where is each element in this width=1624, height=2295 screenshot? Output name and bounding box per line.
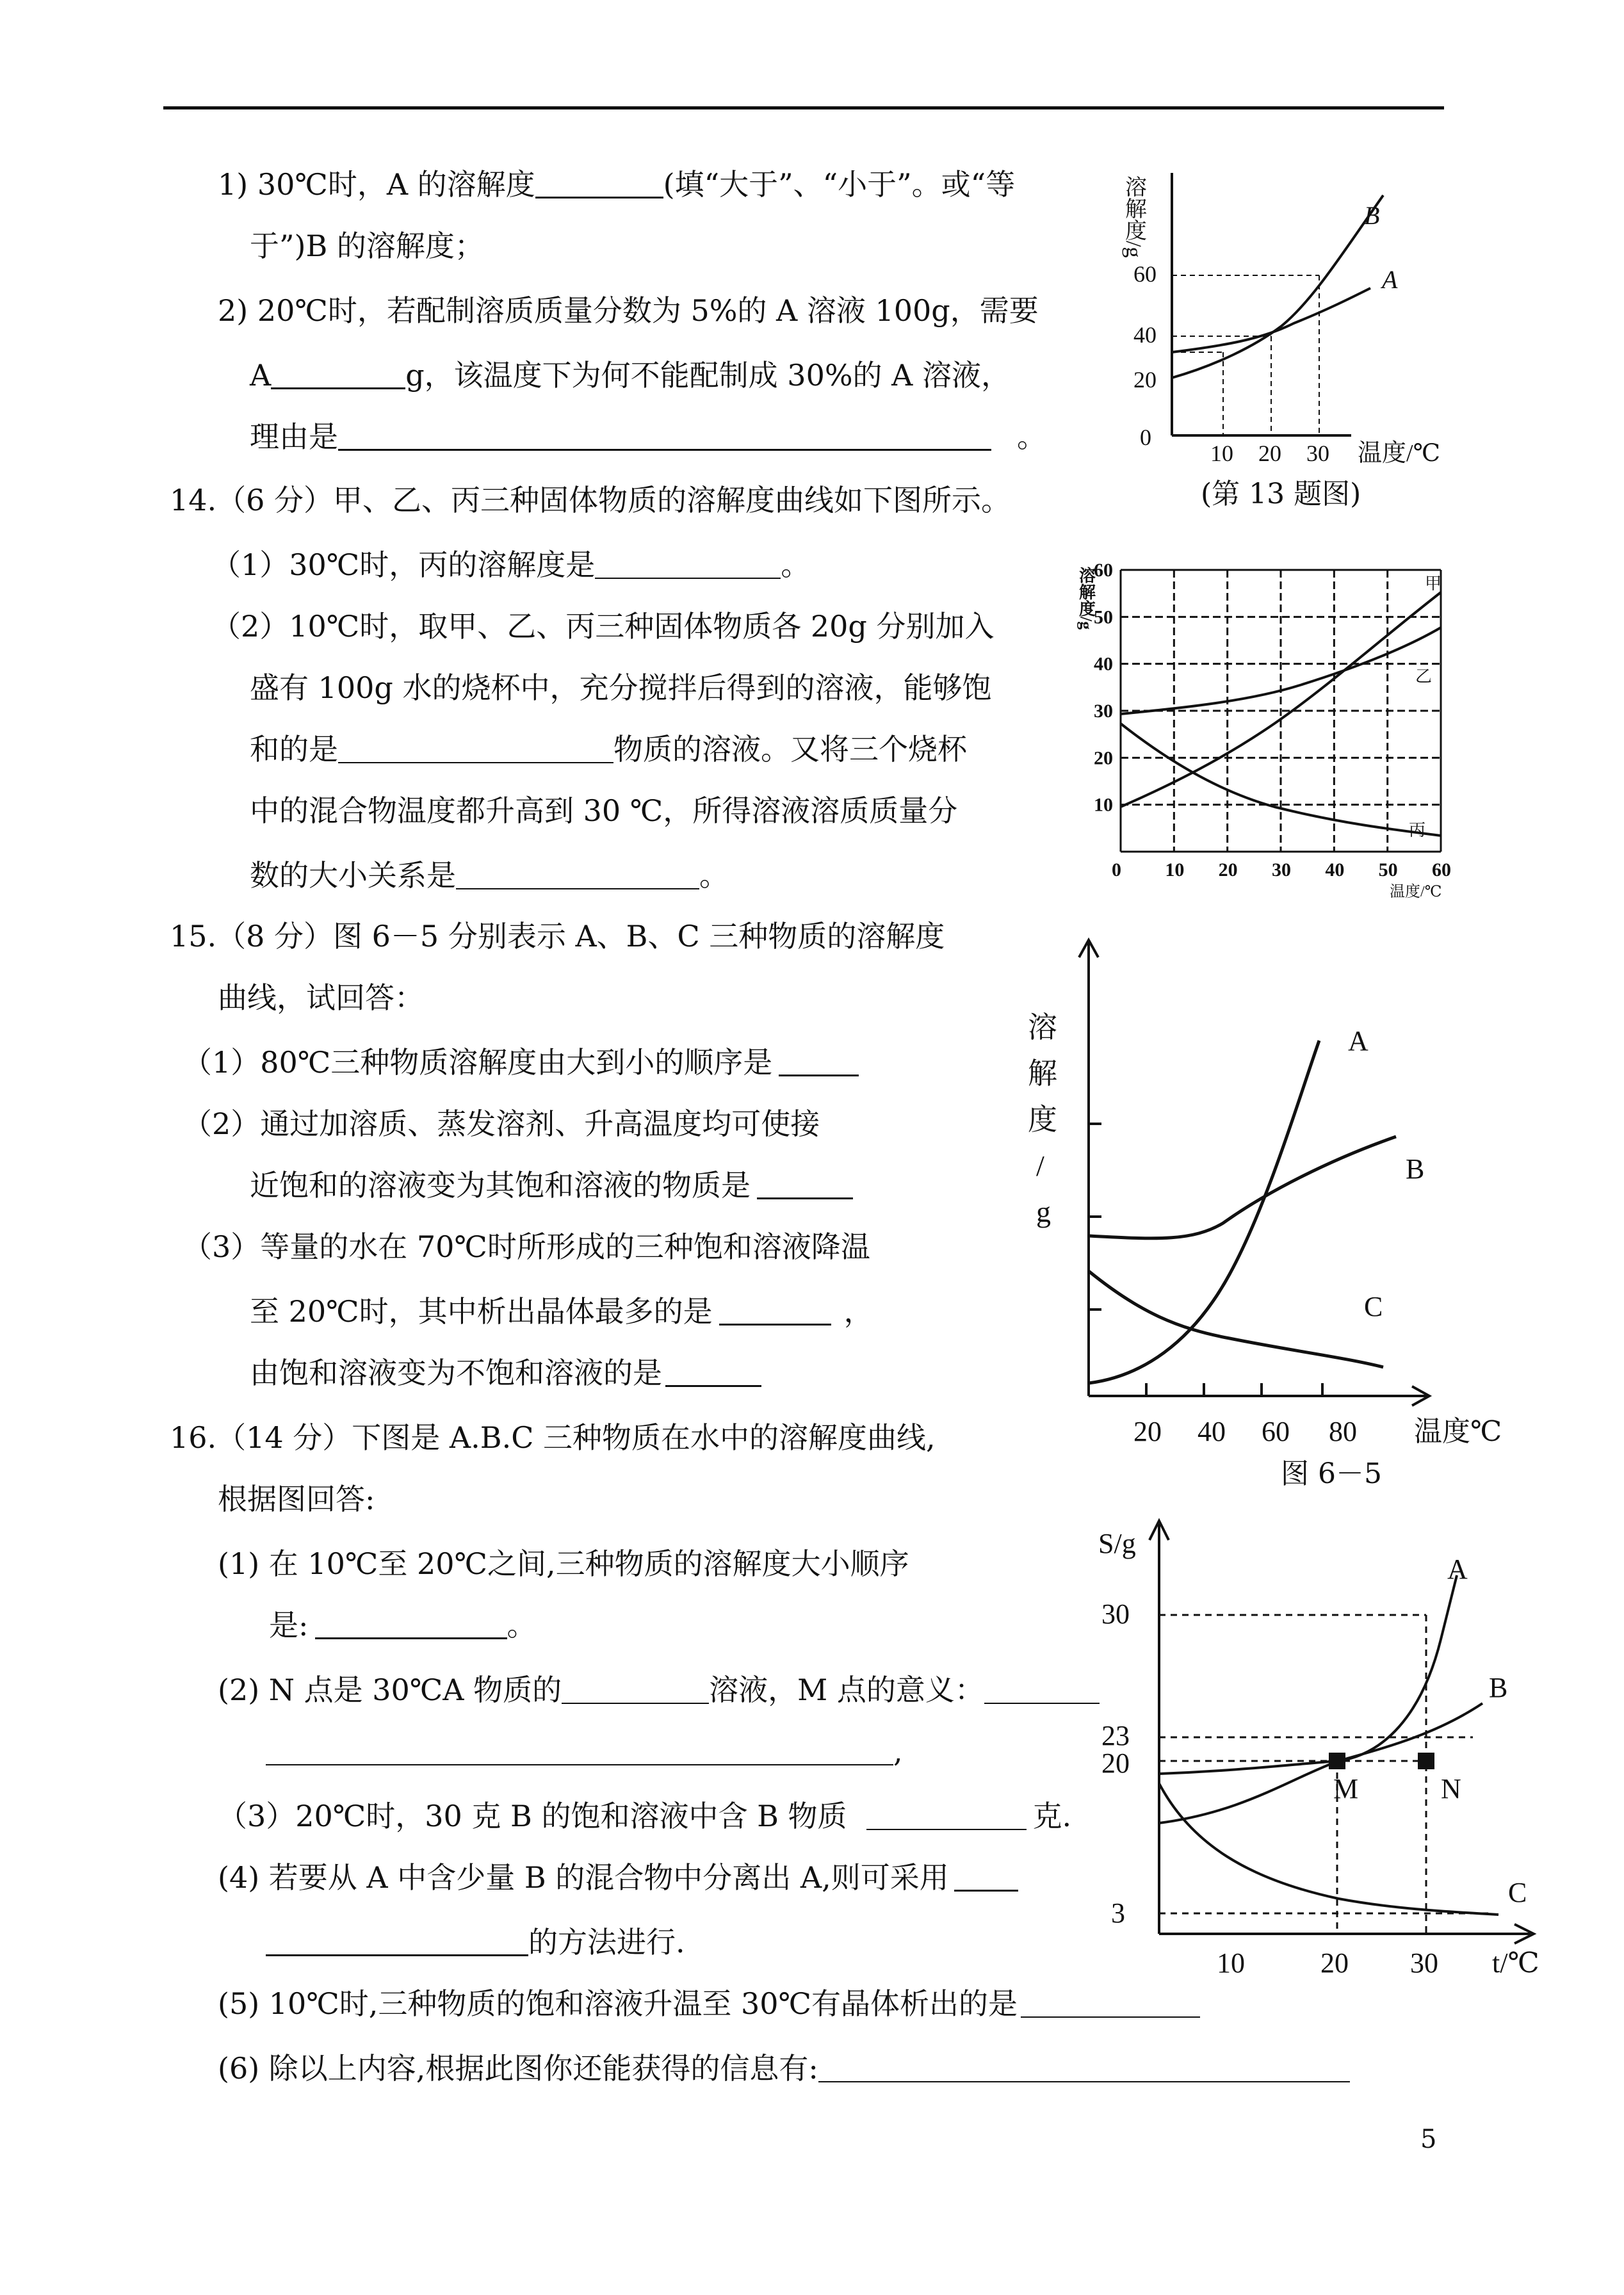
chart13-caption: (第 13 题图) (1201, 478, 1361, 510)
q14-line5: 中的混合物温度都升高到 30 ℃，所得溶液溶质质量分 (250, 793, 958, 828)
chart14-xtick: 60 (1432, 859, 1451, 880)
chart15-series-c: C (1364, 1291, 1383, 1322)
chart13-ytick: 40 (1133, 322, 1157, 348)
q14-title: 14.（6 分）甲、乙、丙三种固体物质的溶解度曲线如下图所示。 (170, 483, 1011, 517)
q14-line4: 和的是 物质的溶液。又将三个烧杯 (250, 732, 967, 766)
chart13-curve-b (1172, 195, 1383, 378)
chart14-xtick: 20 (1218, 859, 1238, 880)
chart13-ylabel: 溶解度/g (1121, 175, 1146, 258)
chart16-series-a: A (1447, 1553, 1468, 1585)
chart-16 (1082, 1511, 1569, 1998)
chart16-xtick: 30 (1410, 1947, 1438, 1979)
q16-line4: 是: 。 (269, 1608, 537, 1642)
chart15-curve-b (1089, 1137, 1396, 1238)
chart14-xtick: 50 (1378, 859, 1398, 880)
top-rule (163, 106, 1444, 109)
chart16-point-m (1329, 1753, 1345, 1769)
chart16-ytick: 30 (1101, 1598, 1130, 1630)
q14-line2: （2）10℃时，取甲、乙、丙三种固体物质各 20g 分别加入 (211, 609, 995, 644)
chart16-xlabel: t/℃ (1492, 1947, 1539, 1979)
chart14-xlabel: 温度/℃ (1390, 884, 1442, 900)
q13-line2: 于”)B 的溶解度； (250, 229, 484, 263)
chart13-series-b: B (1364, 201, 1380, 230)
chart14-series-yi: 乙 (1415, 667, 1433, 686)
chart14-ytick: 20 (1094, 747, 1113, 769)
q14-line6: 数的大小关系是 。 (250, 858, 729, 893)
chart16-point-n (1418, 1753, 1434, 1769)
chart16-point-m-label: M (1333, 1773, 1359, 1804)
chart16-series-c: C (1508, 1877, 1527, 1908)
chart13-curve-a (1172, 288, 1370, 352)
q16-line11: (6) 除以上内容,根据此图你还能获得的信息有: (218, 2049, 1350, 2088)
chart15-series-a: A (1348, 1025, 1368, 1057)
chart15-xtick: 80 (1329, 1416, 1357, 1447)
q16-line9: 的方法进行. (266, 1923, 685, 1961)
chart14-ytick: 40 (1094, 653, 1113, 675)
chart16-xtick: 20 (1320, 1947, 1349, 1979)
q13-line4: A g，该温度下为何不能配制成 30%的 A 溶液， (250, 358, 1011, 393)
chart14-ylabel: 溶解度/g (1076, 567, 1096, 630)
chart15-caption: 图 6－5 (1281, 1457, 1382, 1490)
chart14-ytick: 60 (1094, 560, 1113, 581)
chart16-series-b: B (1489, 1672, 1508, 1703)
q16-line2: 根据图回答: (218, 1482, 375, 1516)
q15-title: 15.（8 分）图 6－5 分别表示 A、B、C 三种物质的溶解度 (170, 919, 945, 953)
chart-13 (1121, 160, 1486, 467)
q14-line1: （1）30℃时，丙的溶解度是 。 (211, 547, 811, 582)
chart13-series-a: A (1382, 265, 1398, 294)
chart16-ytick: 3 (1111, 1897, 1125, 1929)
page-number: 5 (1420, 2125, 1437, 2154)
chart14-series-jia: 甲 (1425, 574, 1442, 593)
chart14-xtick: 10 (1165, 859, 1185, 880)
q15-line2: 曲线，试回答： (218, 980, 424, 1015)
q16-line5: (2) N 点是 30℃A 物质的 溶液，M 点的意义： (218, 1671, 1100, 1709)
chart-15 (1025, 935, 1502, 1447)
chart13-xtick: 10 (1210, 441, 1233, 466)
chart16-point-n-label: N (1441, 1773, 1461, 1804)
q16-title: 16.（14 分）下图是 A.B.C 三种物质在水中的溶解度曲线, (170, 1420, 936, 1455)
chart16-curve-a (1159, 1575, 1457, 1774)
chart14-ytick: 50 (1094, 606, 1113, 628)
q15-line3: （1）80℃三种物质溶解度由大到小的顺序是 (183, 1043, 859, 1082)
q13-line1: 1) 30℃时，A 的溶解度 (填“大于”、“小于”。或“等 (218, 167, 1016, 202)
chart13-xlabel: 温度/℃ (1358, 440, 1441, 467)
chart-14 (1076, 554, 1466, 900)
q15-line8: 由饱和溶液变为不饱和溶液的是 (250, 1354, 761, 1392)
q15-line5: 近饱和的溶液变为其饱和溶液的物质是 (250, 1166, 853, 1204)
chart14-series-bing: 丙 (1409, 821, 1426, 839)
q15-line6: （3）等量的水在 70℃时所形成的三种饱和溶液降温 (183, 1229, 870, 1264)
chart15-xtick: 60 (1262, 1416, 1290, 1447)
chart15-ylabel-char: / (1036, 1149, 1044, 1182)
chart13-ytick: 20 (1133, 367, 1157, 393)
chart15-ylabel-char: 溶 (1028, 1011, 1057, 1044)
chart15-xtick: 40 (1198, 1416, 1226, 1447)
chart13-xtick: 30 (1306, 441, 1329, 466)
chart16-ytick: 20 (1101, 1748, 1130, 1779)
q15-line7: 至 20℃时，其中析出晶体最多的是 ， (250, 1294, 873, 1329)
chart14-xtick: 30 (1272, 859, 1291, 880)
chart15-xlabel: 温度℃ (1414, 1416, 1502, 1447)
chart15-ylabel-char: 解 (1028, 1057, 1057, 1090)
chart16-xtick: 10 (1217, 1947, 1245, 1979)
chart14-ytick: 30 (1094, 701, 1113, 722)
q13-line3: 2) 20℃时，若配制溶质质量分数为 5%的 A 溶液 100g，需要 (218, 293, 1039, 328)
chart15-series-b: B (1406, 1153, 1425, 1185)
q16-line10: (5) 10℃时,三种物质的饱和溶液升温至 30℃有晶体析出的是 (218, 1984, 1200, 2023)
q16-line3: (1) 在 10℃至 20℃之间,三种物质的溶解度大小顺序 (218, 1546, 909, 1581)
q16-line8: (4) 若要从 A 中含少量 B 的混合物中分离出 A,则可采用 (218, 1858, 1018, 1897)
q15-line4: （2）通过加溶质、蒸发溶剂、升高温度均可使接 (183, 1107, 820, 1141)
chart14-xtick: 40 (1325, 859, 1345, 880)
chart16-ylabel: S/g (1098, 1528, 1136, 1559)
chart13-xtick: 20 (1258, 441, 1281, 466)
chart13-ytick: 60 (1133, 261, 1157, 287)
q13-line5: 理由是 。 (250, 419, 1046, 454)
chart16-ytick: 23 (1101, 1720, 1130, 1751)
q14-line3: 盛有 100g 水的烧杯中，充分搅拌后得到的溶液，能够饱 (250, 670, 992, 705)
chart13-ytick: 0 (1140, 425, 1151, 450)
chart15-curve-c (1089, 1271, 1383, 1367)
chart15-ylabel-char: 度 (1028, 1103, 1057, 1136)
chart14-xtick: 0 (1112, 859, 1121, 880)
q16-line6: , (266, 1732, 903, 1771)
q16-line7: （3）20℃时，30 克 B 的饱和溶液中含 B 物质 克. (218, 1799, 1072, 1833)
chart14-ytick: 10 (1094, 794, 1113, 816)
chart15-ylabel-char: g (1036, 1196, 1051, 1228)
chart15-xtick: 20 (1133, 1416, 1162, 1447)
